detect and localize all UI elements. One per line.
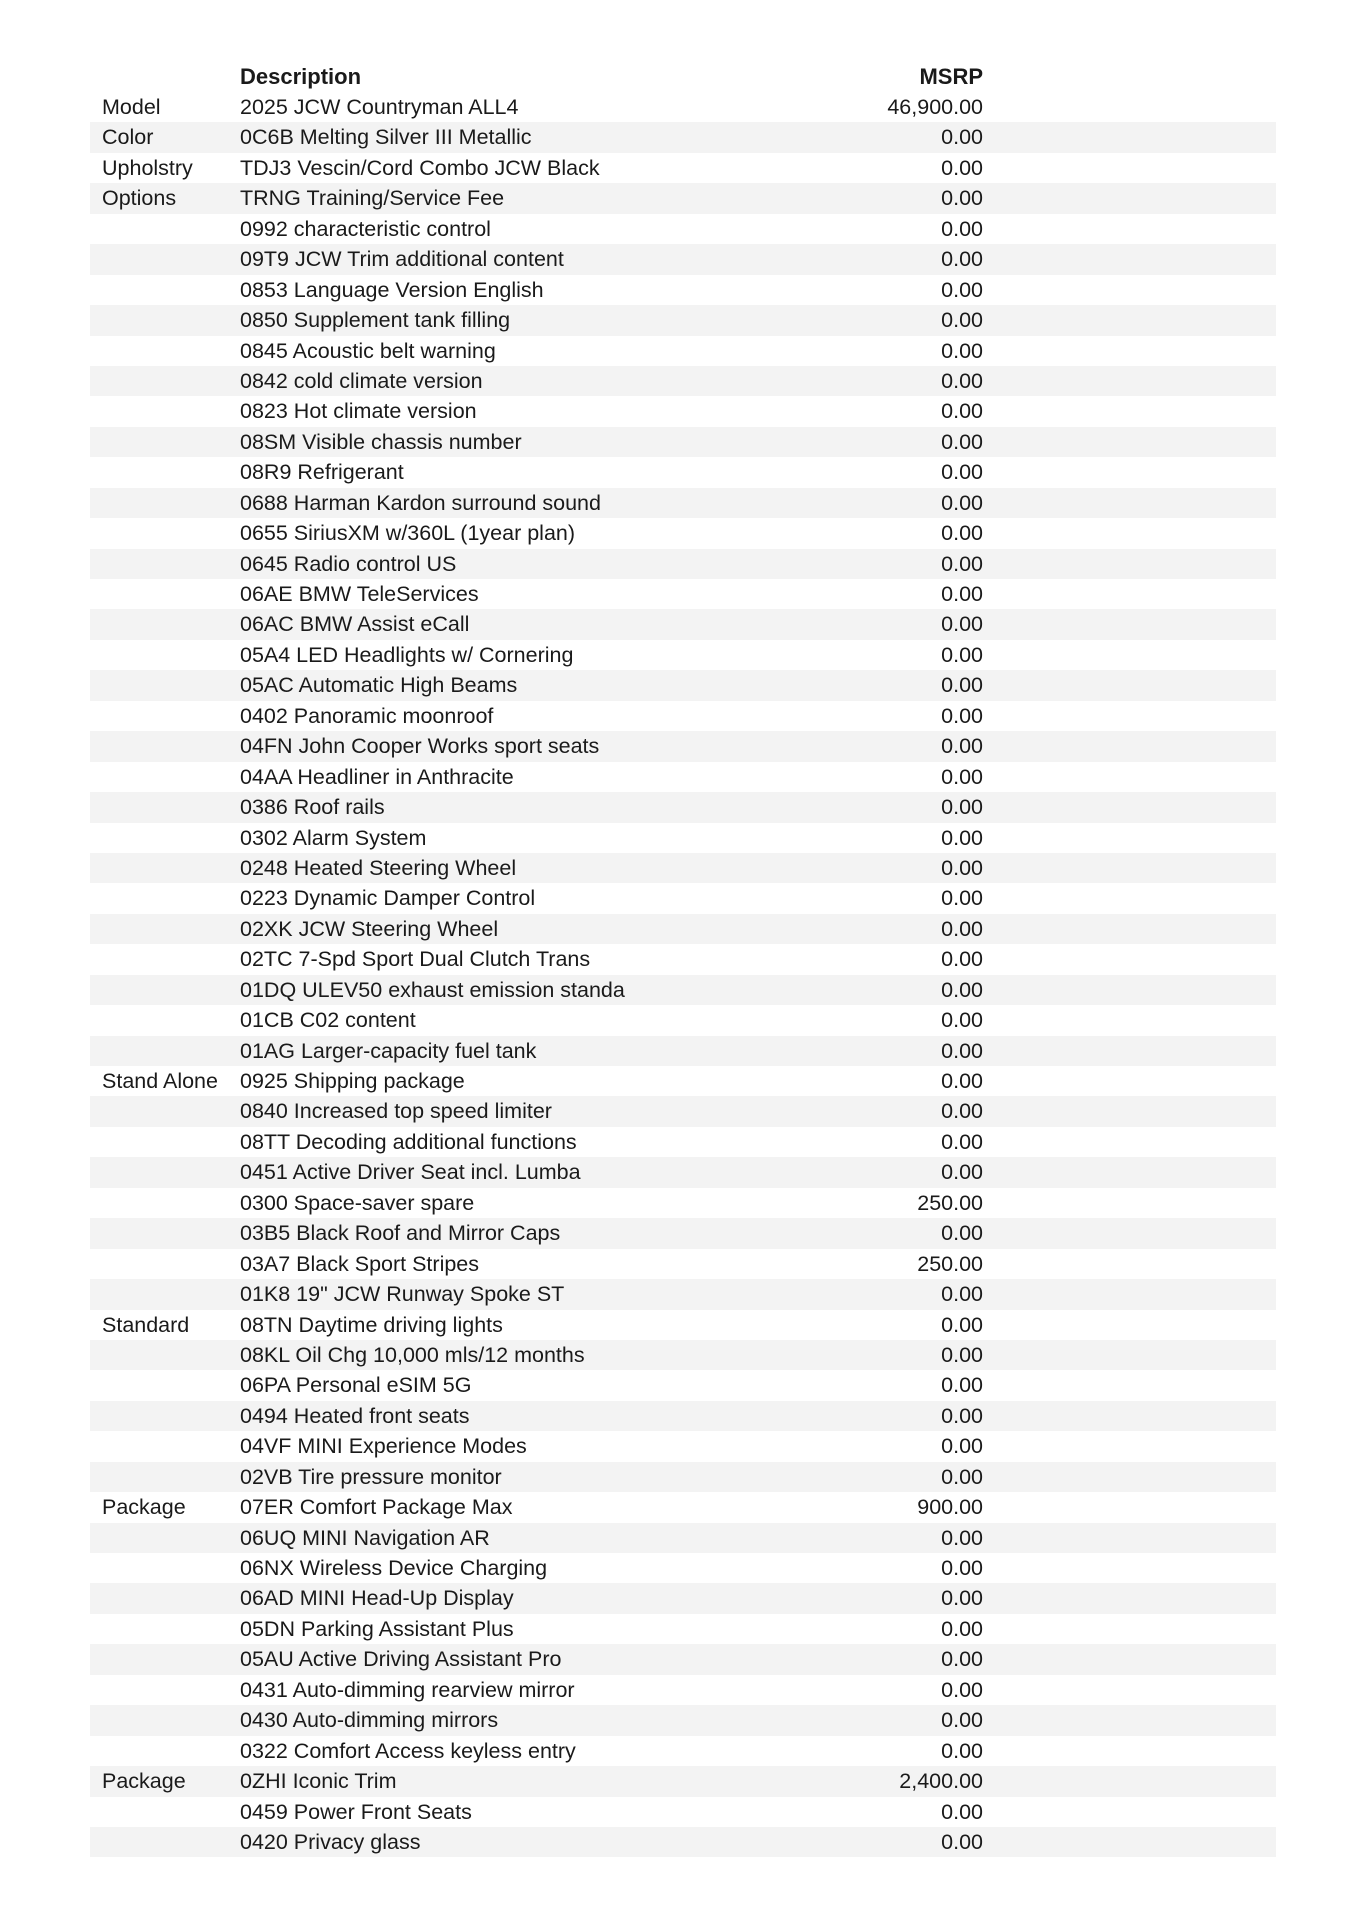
- row-msrp: 900.00: [917, 1495, 983, 1520]
- row-category: Color: [102, 125, 154, 150]
- row-category: Model: [102, 95, 161, 119]
- row-msrp: 2,400.00: [899, 1769, 983, 1794]
- table-row: [90, 762, 1276, 792]
- table-row: [90, 1340, 1276, 1370]
- row-msrp: 0.00: [941, 368, 983, 393]
- table-row: [90, 944, 1276, 974]
- row-description: 0845 Acoustic belt warning: [240, 338, 496, 363]
- table-row: [90, 1279, 1276, 1309]
- row-category: Standard: [102, 1312, 190, 1337]
- row-description: 03B5 Black Roof and Mirror Caps: [240, 1221, 561, 1246]
- table-row: [90, 518, 1276, 548]
- table-row: [90, 853, 1276, 883]
- msrp-table: [90, 62, 1276, 1857]
- row-msrp: 0.00: [941, 399, 983, 424]
- row-msrp: 0.00: [941, 734, 983, 759]
- row-msrp: 0.00: [941, 1282, 983, 1307]
- table-row: [90, 1218, 1276, 1248]
- row-description: 02XK JCW Steering Wheel: [240, 916, 499, 941]
- table-row: [90, 1583, 1276, 1613]
- row-msrp: 0.00: [941, 277, 983, 302]
- row-msrp: 0.00: [941, 1434, 983, 1459]
- row-description: 05DN Parking Assistant Plus: [240, 1616, 514, 1641]
- row-description: 06NX Wireless Device Charging: [240, 1556, 548, 1580]
- row-description: 08SM Visible chassis number: [240, 429, 522, 454]
- table-row: [90, 122, 1276, 152]
- row-description: 01K8 19" JCW Runway Spoke ST: [240, 1282, 565, 1307]
- table-row: [90, 1766, 1276, 1796]
- row-msrp: 0.00: [941, 429, 983, 454]
- table-row: [90, 244, 1276, 274]
- table-row: [90, 1127, 1276, 1157]
- row-description: 05AU Active Driving Assistant Pro: [240, 1647, 562, 1672]
- table-row: [90, 1705, 1276, 1735]
- row-description: 0645 Radio control US: [240, 551, 457, 576]
- row-msrp: 0.00: [941, 612, 983, 637]
- row-msrp: 0.00: [941, 1008, 983, 1033]
- row-msrp: 0.00: [941, 825, 983, 850]
- row-msrp: 0.00: [941, 1312, 983, 1337]
- table-row: [90, 731, 1276, 761]
- row-description: 05A4 LED Headlights w/ Cornering: [240, 642, 574, 667]
- table-row: [90, 1736, 1276, 1766]
- row-msrp: 0.00: [941, 795, 983, 820]
- row-msrp: 0.00: [941, 1221, 983, 1246]
- row-category: Upholstry: [102, 155, 193, 180]
- table-row: [90, 457, 1276, 487]
- table-row: [90, 1644, 1276, 1674]
- table-row: [90, 1797, 1276, 1827]
- row-description: 0386 Roof rails: [240, 795, 385, 820]
- row-msrp: 0.00: [941, 703, 983, 728]
- row-description: 0300 Space-saver spare: [240, 1190, 475, 1215]
- row-description: 03A7 Black Sport Stripes: [240, 1251, 480, 1276]
- row-description: 01CB C02 content: [240, 1008, 416, 1033]
- header-msrp: MSRP: [919, 64, 983, 89]
- row-description: 06UQ MINI Navigation AR: [240, 1525, 490, 1550]
- table-row: [90, 214, 1276, 244]
- table-row: [90, 183, 1276, 213]
- row-msrp: 0.00: [941, 855, 983, 880]
- row-msrp: 0.00: [941, 1373, 983, 1398]
- row-msrp: 0.00: [941, 1677, 983, 1702]
- table-row: [90, 1310, 1276, 1340]
- table-row: [90, 488, 1276, 518]
- table-row: [90, 701, 1276, 731]
- table-row: [90, 1462, 1276, 1492]
- row-description: 0459 Power Front Seats: [240, 1799, 472, 1824]
- row-msrp: 0.00: [941, 1099, 983, 1124]
- row-msrp: 0.00: [941, 460, 983, 485]
- row-msrp: 0.00: [941, 764, 983, 789]
- row-msrp: 0.00: [941, 1464, 983, 1489]
- table-row: [90, 1188, 1276, 1218]
- table-row: [90, 883, 1276, 913]
- row-msrp: 0.00: [941, 1342, 983, 1367]
- row-msrp: 0.00: [941, 338, 983, 363]
- table-row: [90, 1370, 1276, 1400]
- row-description: 0420 Privacy glass: [240, 1829, 421, 1854]
- table-body: [90, 92, 1276, 1857]
- row-description: 05AC Automatic High Beams: [240, 673, 518, 698]
- row-description: 0248 Heated Steering Wheel: [240, 855, 517, 880]
- row-description: 08TT Decoding additional functions: [240, 1129, 577, 1154]
- row-msrp: 0.00: [941, 1556, 983, 1580]
- row-msrp: 0.00: [941, 1738, 983, 1763]
- table-row: [90, 1401, 1276, 1431]
- table-row: [90, 366, 1276, 396]
- table-row: [90, 670, 1276, 700]
- table-row: [90, 1036, 1276, 1066]
- row-description: TDJ3 Vescin/Cord Combo JCW Black: [240, 155, 600, 180]
- row-msrp: 0.00: [941, 247, 983, 272]
- row-msrp: 0.00: [941, 1038, 983, 1063]
- row-msrp: 0.00: [941, 490, 983, 515]
- row-description: 01AG Larger-capacity fuel tank: [240, 1038, 537, 1063]
- table-row: [90, 1492, 1276, 1522]
- row-msrp: 0.00: [941, 216, 983, 241]
- row-msrp: 46,900.00: [887, 95, 983, 119]
- row-msrp: 0.00: [941, 155, 983, 180]
- table-row: [90, 396, 1276, 426]
- row-msrp: 0.00: [941, 125, 983, 150]
- table-row: [90, 305, 1276, 335]
- table-row: [90, 1157, 1276, 1187]
- row-description: 0431 Auto-dimming rearview mirror: [240, 1677, 575, 1702]
- table-row: [90, 579, 1276, 609]
- row-description: 0853 Language Version English: [240, 277, 544, 302]
- row-description: 06PA Personal eSIM 5G: [240, 1373, 472, 1398]
- row-category: Package: [102, 1769, 186, 1794]
- row-description: 0C6B Melting Silver III Metallic: [240, 125, 532, 150]
- table-row: [90, 1005, 1276, 1035]
- row-msrp: 0.00: [941, 642, 983, 667]
- row-msrp: 0.00: [941, 1799, 983, 1824]
- table-row: [90, 1096, 1276, 1126]
- row-description: 08TN Daytime driving lights: [240, 1312, 503, 1337]
- table-row: [90, 1431, 1276, 1461]
- row-description: 2025 JCW Countryman ALL4: [240, 95, 519, 119]
- table-row: [90, 275, 1276, 305]
- row-msrp: 0.00: [941, 1525, 983, 1550]
- row-description: TRNG Training/Service Fee: [240, 186, 505, 211]
- row-msrp: 0.00: [941, 947, 983, 972]
- row-msrp: 0.00: [941, 582, 983, 606]
- row-description: 0322 Comfort Access keyless entry: [240, 1738, 576, 1763]
- row-description: 0451 Active Driver Seat incl. Lumba: [240, 1160, 581, 1185]
- row-description: 04AA Headliner in Anthracite: [240, 764, 514, 789]
- table-row: [90, 336, 1276, 366]
- table-row: [90, 609, 1276, 639]
- row-category: Package: [102, 1495, 186, 1520]
- row-description: 0840 Increased top speed limiter: [240, 1099, 552, 1124]
- row-description: 0823 Hot climate version: [240, 399, 477, 424]
- row-msrp: 0.00: [941, 1647, 983, 1672]
- row-description: 0842 cold climate version: [240, 368, 483, 393]
- row-category: Stand Alone: [102, 1069, 218, 1093]
- row-msrp: 0.00: [941, 308, 983, 333]
- row-description: 0402 Panoramic moonroof: [240, 703, 494, 728]
- row-category: Options: [102, 186, 177, 211]
- row-msrp: 0.00: [941, 673, 983, 698]
- row-msrp: 0.00: [941, 551, 983, 576]
- header-description: Description: [240, 64, 362, 89]
- row-description: 0688 Harman Kardon surround sound: [240, 490, 601, 515]
- row-msrp: 250.00: [917, 1190, 983, 1215]
- row-description: 07ER Comfort Package Max: [240, 1495, 513, 1520]
- row-msrp: 250.00: [917, 1251, 983, 1276]
- row-msrp: 0.00: [941, 521, 983, 546]
- row-description: 0925 Shipping package: [240, 1069, 465, 1093]
- row-description: 09T9 JCW Trim additional content: [240, 247, 564, 272]
- row-description: 06AE BMW TeleServices: [240, 582, 479, 606]
- table-row: [90, 1523, 1276, 1553]
- table-row: [90, 427, 1276, 457]
- row-msrp: 0.00: [941, 1403, 983, 1428]
- row-description: 04FN John Cooper Works sport seats: [240, 734, 600, 759]
- table-row: [90, 1553, 1276, 1583]
- row-description: 0655 SiriusXM w/360L (1year plan): [240, 521, 576, 546]
- row-description: 0ZHI Iconic Trim: [240, 1769, 397, 1794]
- table-row: [90, 975, 1276, 1005]
- row-msrp: 0.00: [941, 1129, 983, 1154]
- table-row: [90, 1614, 1276, 1644]
- row-description: 06AC BMW Assist eCall: [240, 612, 470, 637]
- row-description: 0494 Heated front seats: [240, 1403, 470, 1428]
- table-row: [90, 823, 1276, 853]
- row-msrp: 0.00: [941, 1616, 983, 1641]
- row-description: 0302 Alarm System: [240, 825, 427, 850]
- table-row: [90, 640, 1276, 670]
- row-description: 08KL Oil Chg 10,000 mls/12 months: [240, 1342, 585, 1367]
- table-row: [90, 1249, 1276, 1279]
- row-msrp: 0.00: [941, 886, 983, 911]
- row-description: 08R9 Refrigerant: [240, 460, 404, 485]
- row-description: 01DQ ULEV50 exhaust emission standa: [240, 977, 625, 1002]
- row-msrp: 0.00: [941, 1586, 983, 1611]
- row-description: 04VF MINI Experience Modes: [240, 1434, 527, 1459]
- row-msrp: 0.00: [941, 916, 983, 941]
- row-description: 0430 Auto-dimming mirrors: [240, 1708, 499, 1733]
- row-description: 0223 Dynamic Damper Control: [240, 886, 536, 911]
- row-msrp: 0.00: [941, 1069, 983, 1093]
- table-row: [90, 153, 1276, 183]
- row-msrp: 0.00: [941, 1160, 983, 1185]
- table-row: [90, 792, 1276, 822]
- table-row: [90, 1066, 1276, 1096]
- row-msrp: 0.00: [941, 977, 983, 1002]
- table-row: [90, 92, 1276, 122]
- row-msrp: 0.00: [941, 1708, 983, 1733]
- row-msrp: 0.00: [941, 1829, 983, 1854]
- row-msrp: 0.00: [941, 186, 983, 211]
- table-row: [90, 549, 1276, 579]
- row-description: 06AD MINI Head-Up Display: [240, 1586, 514, 1611]
- table-row: [90, 1675, 1276, 1705]
- row-description: 0992 characteristic control: [240, 216, 491, 241]
- row-description: 0850 Supplement tank filling: [240, 308, 511, 333]
- row-description: 02VB Tire pressure monitor: [240, 1464, 502, 1489]
- table-row: [90, 1827, 1276, 1857]
- table-header: [90, 62, 1276, 92]
- table-row: [90, 914, 1276, 944]
- row-description: 02TC 7-Spd Sport Dual Clutch Trans: [240, 947, 591, 972]
